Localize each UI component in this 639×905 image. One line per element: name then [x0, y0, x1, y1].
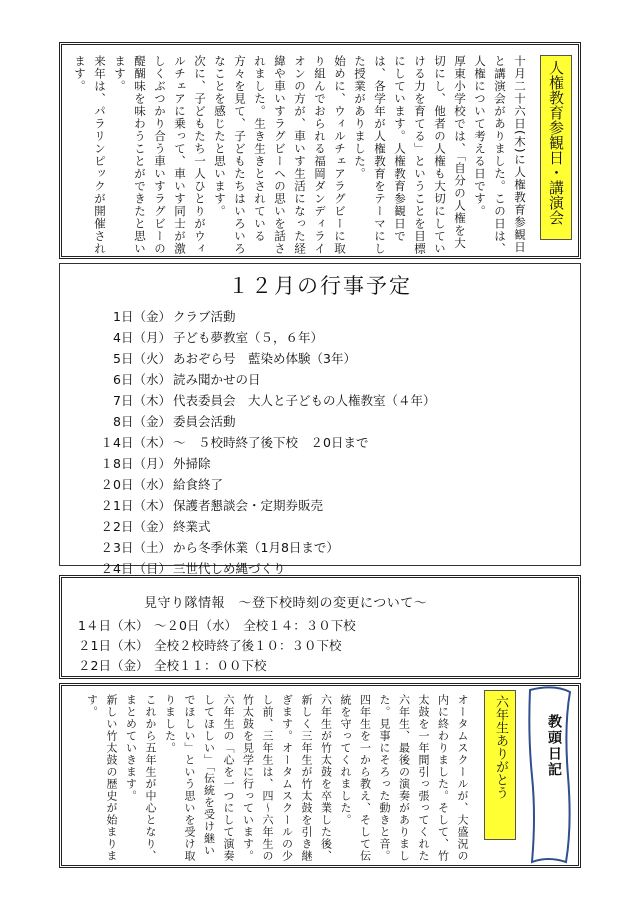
schedule-date: １8日（月）: [100, 456, 171, 471]
schedule-title: １２月の行事予定: [228, 274, 412, 298]
schedule-date: 1日（金）: [113, 309, 171, 324]
mimamori-title: 見守り隊情報 ～登下校時刻の変更について～: [144, 596, 428, 611]
event-paragraph: 始めに、ウィルチェアラグビーに取り組んでおられる福岡ダンディライオンの方が、車いす生活になった経緯や車いすラグビーへの思いを話されました。生き生きとされている方々を見て、子どもたちはいろいろなことを感じたと思います。: [213, 55, 347, 255]
schedule-date: 4日（月）: [113, 330, 171, 345]
mimamori-date: ２1日（木）: [78, 638, 149, 653]
schedule-item: [78, 327, 436, 348]
diary-paragraph: 新しい竹太鼓の歴史が始まります。: [85, 694, 118, 862]
schedule-event: 読み聞かせの日: [173, 372, 261, 387]
mimamori-text: 全校２校時終了後１０：３０下校: [154, 638, 342, 653]
event-article: [59, 42, 581, 259]
december-schedule: [59, 263, 581, 576]
mimamori-date: ２2日（金）: [78, 658, 149, 673]
schedule-event: 委員会活動: [173, 414, 236, 429]
schedule-date: ２4日（日）: [100, 561, 171, 576]
schedule-item: [78, 369, 436, 390]
diary-paragraph: オータムスクールが、大盛況の内に終わりました。そして、竹太鼓を一年間引っ張ってくれた六年生、最後の演奏がありました。見事にそろった動きと音。四年生を一から教え、そして伝統を守ってくれました。: [339, 694, 469, 862]
schedule-event: 三世代しめ縄づくり: [173, 561, 286, 576]
schedule-event: あおぞら号 藍染め体験（3年）: [173, 351, 356, 366]
schedule-date: ２1日（木）: [100, 498, 171, 513]
vice-principal-diary: [59, 683, 581, 868]
schedule-event: 終業式: [173, 519, 211, 534]
diary-badge-label: 教頭日記: [546, 714, 562, 778]
schedule-date: ２3日（土）: [100, 540, 171, 555]
event-paragraph: 来年は、パラリンピックが開催されます。: [73, 55, 107, 255]
mimamori-info: [59, 575, 581, 679]
schedule-item: [78, 474, 436, 495]
diary-paragraph: これから五年生が中心となり、まとめていきます。: [124, 694, 157, 862]
event-paragraph: 厚東小学校では、「自分の人権を大切にし、他者の人権も大切にしていける力を育てる」ということを目標にしています。人権教育参観日では、各学年が人権教育をテーマにした授業がありました。: [353, 55, 467, 255]
schedule-item: [78, 495, 436, 516]
schedule-date: ２2日（金）: [100, 519, 171, 534]
schedule-item: [78, 411, 436, 432]
event-paragraph: 十月二十六日(木)に人権教育参観日と講演会がありました。この日は、人権について考える日です。: [473, 55, 527, 255]
schedule-event: 外掃除: [173, 456, 211, 471]
schedule-item: [78, 537, 436, 558]
schedule-date: 6日（水）: [113, 372, 171, 387]
schedule-date: 8日（金）: [113, 414, 171, 429]
mimamori-list: [78, 616, 356, 676]
schedule-item: [78, 432, 436, 453]
schedule-item: [78, 453, 436, 474]
schedule-list: [78, 306, 436, 579]
schedule-item: [78, 348, 436, 369]
event-article-title: 人権教育参観日・講演会: [540, 55, 572, 240]
schedule-event: から冬季休業（1月8日まで）: [173, 540, 339, 555]
schedule-event: 子ども夢教室（５，６年）: [173, 330, 324, 345]
diary-title: 六年生ありがとう: [484, 690, 516, 840]
mimamori-item: [78, 636, 356, 656]
schedule-date: 7日（木）: [113, 393, 171, 408]
schedule-event: 給食終了: [173, 477, 224, 492]
event-article-body: [70, 55, 530, 255]
schedule-item: [78, 306, 436, 327]
mimamori-text: 全校１１：００下校: [154, 658, 267, 673]
event-paragraph: 次に、子どもたち一人ひとりがウィルチェアに乗って、車いす同士が激しくぶつかり合う車いすラグビーの醍醐味を味わうことができたと思います。: [113, 55, 207, 255]
schedule-event: 代表委員会 大人と子どもの人権教室（４年）: [173, 393, 436, 408]
schedule-item: [78, 516, 436, 537]
schedule-date: ２0日（水）: [100, 477, 171, 492]
mimamori-item: [78, 616, 356, 636]
mimamori-item: [78, 656, 356, 676]
schedule-event: ～ ５校時終了後下校 ２0日まで: [173, 435, 369, 450]
schedule-item: [78, 390, 436, 411]
diary-paragraph: 六年生が竹太鼓を卒業した後、新しく三年生が竹太鼓を引き継ぎます。オータムスクールの少し前、三年生は、四～六年生の竹太鼓を見学に行っています。六年生の「心を一つにして演奏してほしい」「伝統を受け継いでほしい」という思いを受け取りました。: [163, 694, 333, 862]
schedule-event: クラブ活動: [173, 309, 236, 324]
schedule-date: １4日（木）: [100, 435, 171, 450]
diary-body: [82, 694, 472, 864]
schedule-date: 5日（火）: [113, 351, 171, 366]
mimamori-date: 1４日（木）: [78, 618, 149, 633]
mimamori-text: ～２0日（水） 全校１４：３０下校: [154, 618, 356, 633]
schedule-event: 保護者懇談会・定期券販売: [173, 498, 324, 513]
